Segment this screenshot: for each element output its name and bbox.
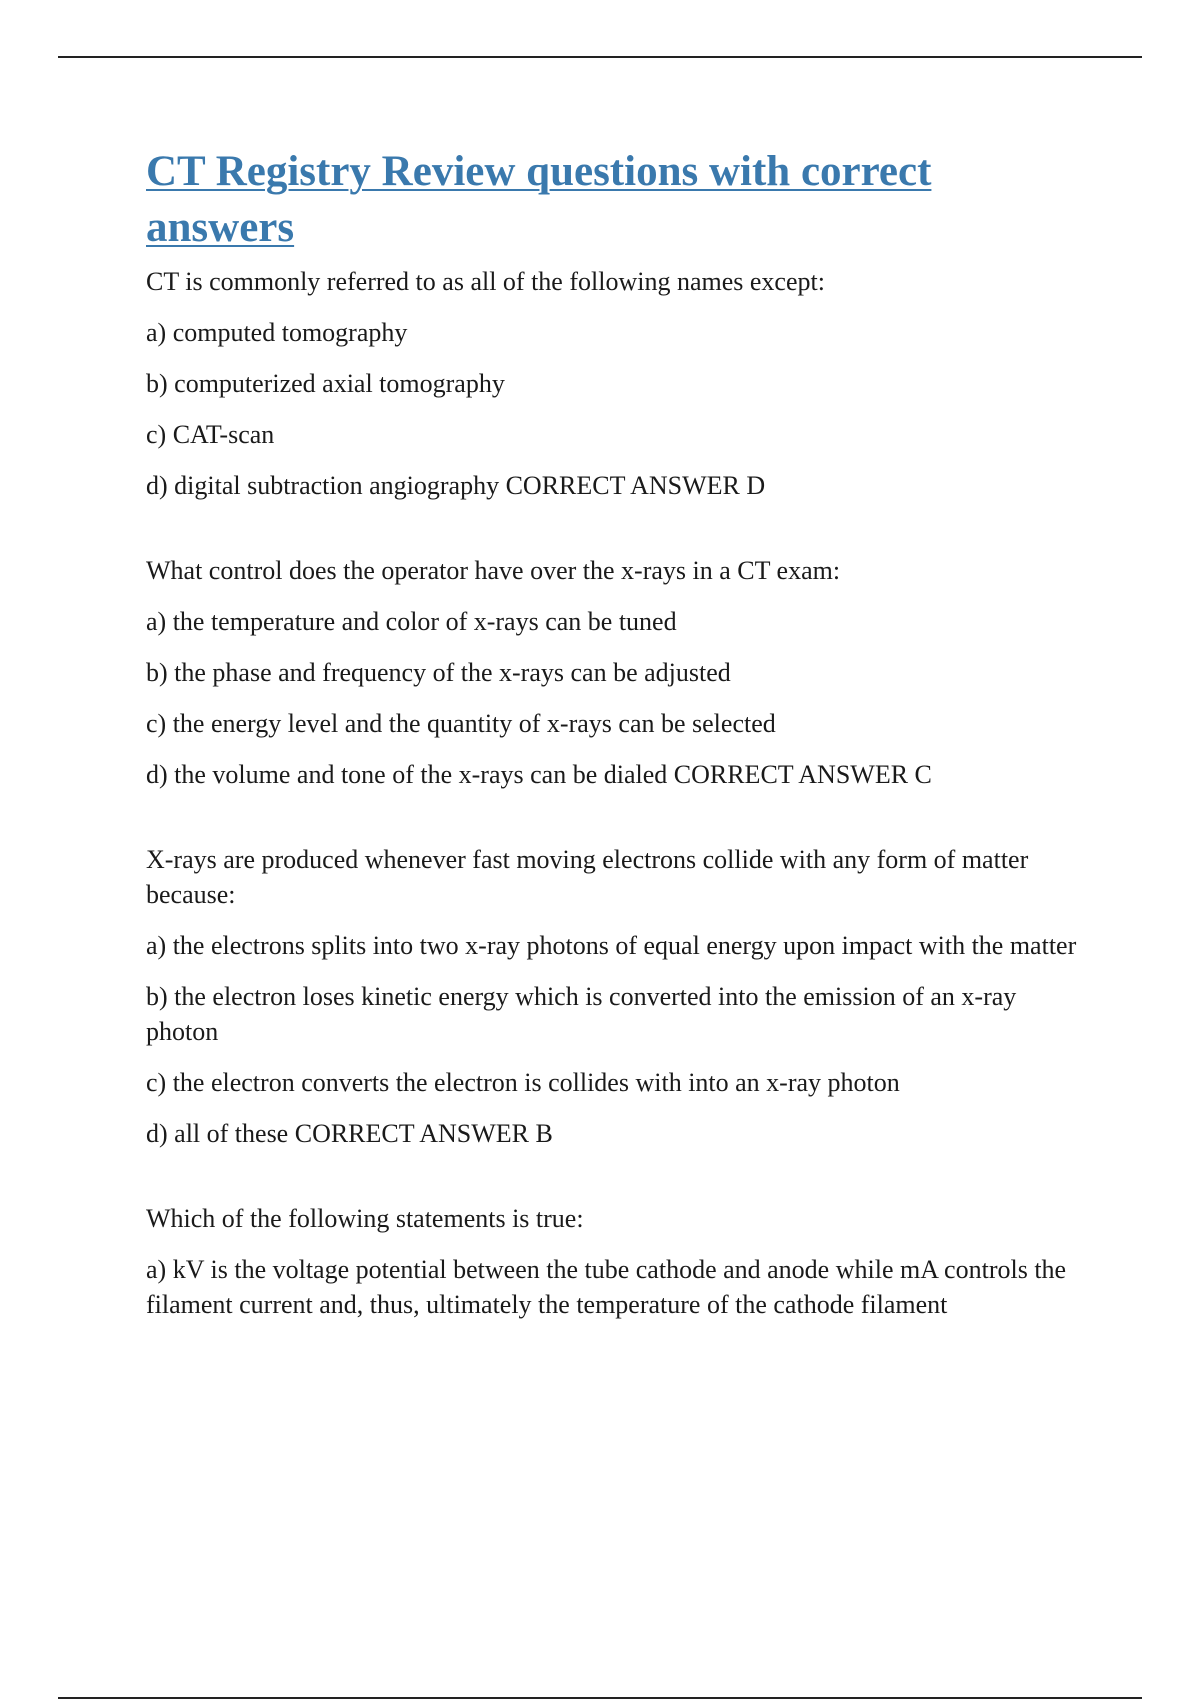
answer-option: b) the electron loses kinetic energy which is converted into the emission of an x-ray photon	[146, 982, 1017, 1046]
answer-option: a) kV is the voltage potential between the tube cathode and anode while mA controls the filament current and, thus, ultimately the temperature of the cathode filament	[146, 1255, 1067, 1319]
answer-option: a) the temperature and color of x-rays can be tuned	[146, 607, 677, 636]
question-prompt: X-rays are produced whenever fast moving electrons collide with any form of matter because:	[146, 845, 1029, 909]
header-rule	[58, 56, 1142, 58]
answer-option: c) CAT-scan	[146, 420, 275, 449]
document-title-link[interactable]: CT Registry Review questions with correct answers	[146, 148, 932, 251]
question-prompt: Which of the following statements is true:	[146, 1204, 584, 1233]
answer-option: b) computerized axial tomography	[146, 369, 505, 398]
answer-option: a) the electrons splits into two x-ray photons of equal energy upon impact with the matter	[146, 931, 1077, 960]
document-body	[146, 144, 1086, 1338]
question-4	[146, 1201, 1086, 1322]
question-prompt: CT is commonly referred to as all of the following names except:	[146, 267, 825, 296]
answer-option: a) computed tomography	[146, 318, 408, 347]
answer-option: c) the energy level and the quantity of x-rays can be selected	[146, 709, 776, 738]
question-3	[146, 842, 1086, 1151]
answer-option: b) the phase and frequency of the x-rays can be adjusted	[146, 658, 731, 687]
answer-option: c) the electron converts the electron is collides with into an x-ray photon	[146, 1068, 900, 1097]
question-2	[146, 553, 1086, 792]
answer-option: d) digital subtraction angiography CORRECT ANSWER D	[146, 471, 766, 500]
answer-option: d) all of these CORRECT ANSWER B	[146, 1119, 553, 1148]
question-1	[146, 264, 1086, 503]
question-prompt: What control does the operator have over the x-rays in a CT exam:	[146, 556, 841, 585]
footer-rule	[58, 1697, 1142, 1699]
answer-option: d) the volume and tone of the x-rays can be dialed CORRECT ANSWER C	[146, 760, 932, 789]
